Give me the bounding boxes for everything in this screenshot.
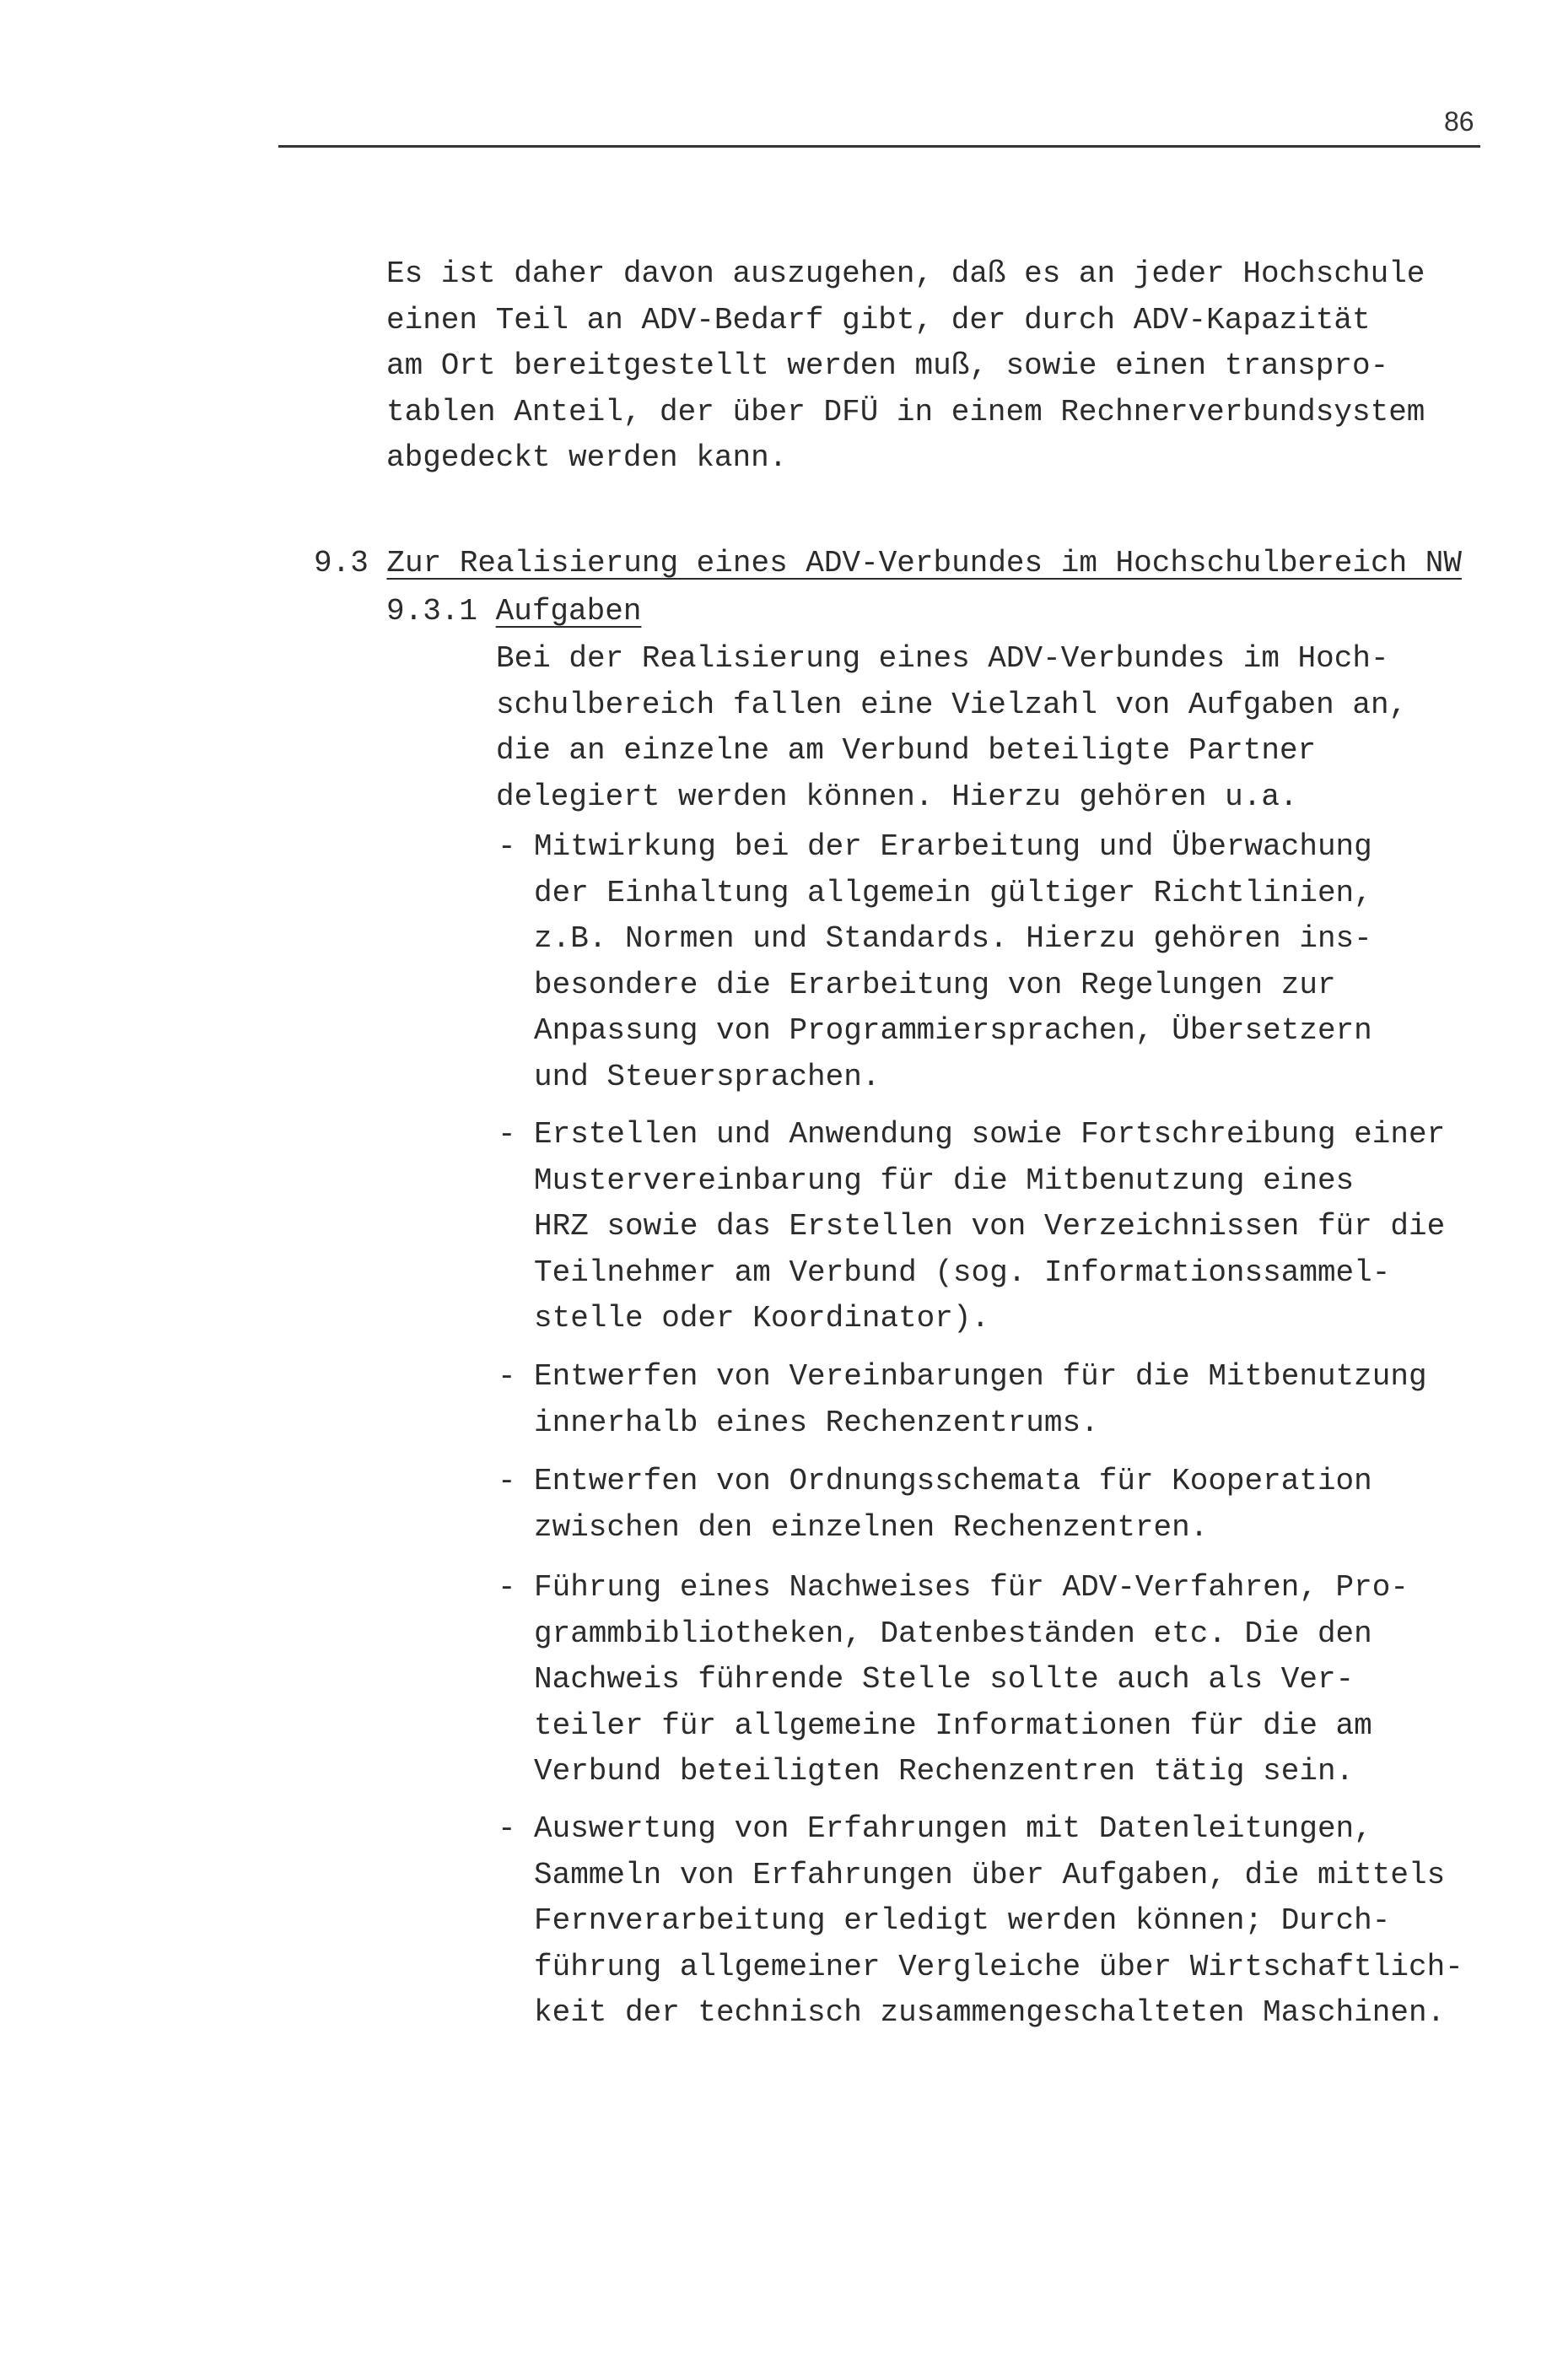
text-line: Entwerfen von Ordnungsschemata für Kooperation [534, 1464, 1372, 1498]
bullet-dash: - [498, 1359, 516, 1394]
bullet-dash: - [498, 1117, 516, 1152]
text-line: tablen Anteil, der über DFÜ in einem Rechnerverbundsystem [386, 394, 1425, 429]
text-line: Führung eines Nachweises für ADV-Verfahren, Pro- [534, 1570, 1409, 1605]
text-line: keit der technisch zusammengeschalteten Maschinen. [534, 1995, 1446, 2030]
text-line: abgedeckt werden kann. [386, 440, 788, 475]
text-line: Mitwirkung bei der Erarbeitung und Überwachung [534, 829, 1372, 864]
text-line: Nachweis führende Stelle sollte auch als Ver- [534, 1662, 1355, 1697]
text-line: besondere die Erarbeitung von Regelungen zur [534, 967, 1336, 1002]
bullet-item [534, 824, 1372, 1100]
text-line: Sammeln von Erfahrungen über Aufgaben, die mittels [534, 1857, 1446, 1892]
text-line: einen Teil an ADV-Bedarf gibt, der durch ADV-Kapazität [386, 302, 1371, 337]
text-line: am Ort bereitgestellt werden muß, sowie einen transpro- [386, 348, 1389, 383]
bullet-dash: - [498, 829, 516, 864]
subsection-title: Aufgaben [495, 594, 642, 629]
intro-paragraph [386, 251, 1425, 482]
section-title: Zur Realisierung eines ADV-Verbundes im Hochschulbereich NW [386, 546, 1463, 580]
text-line: schulbereich fallen eine Vielzahl von Aufgaben an, [496, 687, 1408, 722]
text-line: Erstellen und Anwendung sowie Fortschreibung einer [534, 1117, 1446, 1152]
text-line: und Steuersprachen. [534, 1059, 881, 1094]
text-line: Bei der Realisierung eines ADV-Verbundes im Hoch- [496, 641, 1389, 676]
section-heading [314, 541, 1462, 587]
text-line: Auswertung von Erfahrungen mit Datenleitungen, [534, 1811, 1372, 1846]
bullet-item [534, 1459, 1372, 1551]
text-line: HRZ sowie das Erstellen von Verzeichnissen für die [534, 1209, 1446, 1244]
subsection-number: 9.3.1 [386, 594, 478, 629]
text-line: Verbund beteiligten Rechenzentren tätig sein. [534, 1754, 1355, 1789]
text-line: Es ist daher davon auszugehen, daß es an jeder Hochschule [386, 256, 1425, 291]
text-line: grammbibliotheken, Datenbeständen etc. Die den [534, 1616, 1372, 1651]
bullet-item [534, 1354, 1427, 1446]
text-line: Entwerfen von Vereinbarungen für die Mitbenutzung [534, 1359, 1427, 1394]
bullet-item [534, 1565, 1409, 1795]
text-line: Mustervereinbarung für die Mitbenutzung eines [534, 1163, 1355, 1198]
subsection-paragraph [496, 636, 1407, 820]
bullet-item [534, 1806, 1463, 2037]
text-line: Fernverarbeitung erledigt werden können; Durch- [534, 1903, 1391, 1938]
text-line: Anpassung von Programmiersprachen, Übersetzern [534, 1013, 1372, 1048]
bullet-dash: - [498, 1464, 516, 1498]
text-line: führung allgemeiner Vergleiche über Wirtschaftlich- [534, 1949, 1463, 1984]
text-line: die an einzelne am Verbund beteiligte Partner [496, 733, 1317, 768]
text-line: z.B. Normen und Standards. Hierzu gehören ins- [534, 921, 1372, 956]
bullet-dash: - [498, 1811, 516, 1846]
header-rule [278, 145, 1480, 148]
text-line: delegiert werden können. Hierzu gehören u.a. [496, 779, 1298, 814]
text-line: stelle oder Koordinator). [534, 1301, 990, 1336]
text-line: der Einhaltung allgemein gültiger Richtlinien, [534, 875, 1372, 910]
bullet-item [534, 1112, 1445, 1342]
subsection-heading [386, 589, 641, 635]
page-number: 86 [1444, 106, 1474, 137]
bullet-dash: - [498, 1570, 516, 1605]
text-line: Teilnehmer am Verbund (sog. Informationssammel- [534, 1255, 1391, 1290]
section-number: 9.3 [314, 546, 369, 580]
text-line: teiler für allgemeine Informationen für die am [534, 1708, 1372, 1743]
text-line: innerhalb eines Rechenzentrums. [534, 1405, 1099, 1440]
text-line: zwischen den einzelnen Rechenzentren. [534, 1509, 1209, 1545]
